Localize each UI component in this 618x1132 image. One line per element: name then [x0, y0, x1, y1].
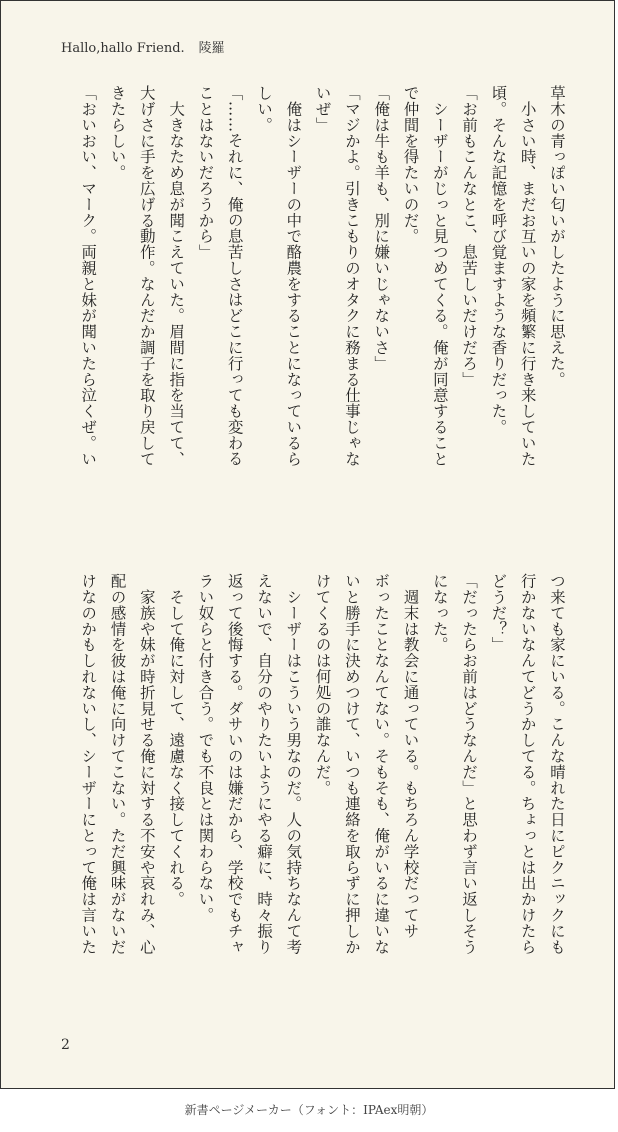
text-block-bottom [61, 573, 571, 1013]
header-title: Hallo,hallo Friend. [61, 41, 185, 56]
text-line: ラい奴らと付き合う。でも不良とは関わらない。 [196, 573, 215, 923]
page-number: 2 [61, 1037, 70, 1053]
text-line: ことはないだろうから」 [196, 85, 215, 260]
text-line: けてくるのは何処の誰なんだ。 [313, 573, 332, 796]
running-header [61, 37, 225, 56]
text-line: えないで、自分のやりたいようにやる癖に、時々振り [255, 573, 274, 955]
text-line: 俺はシーザーの中で酪農をすることになっているら [284, 85, 303, 467]
text-line: 配の感情を彼は俺に向けてこない。ただ興味がないだ [108, 573, 127, 955]
text-line: 「マジかよ。引きこもりのオタクに務まる仕事じゃな [342, 85, 361, 467]
text-line: いぜ」 [313, 85, 332, 133]
text-line: 「お前もこんなとこ、息苦しいだけだろ」 [460, 85, 479, 388]
footer-caption: 新書ページメーカー（フォント：IPAex明朝） [184, 1103, 434, 1117]
text-line: ボったことなんてない。そもそも、俺がいるに違いな [372, 573, 391, 955]
text-line: 「おいおい、マーク。両親と妹が聞いたら泣くぜ。い [79, 85, 98, 467]
text-line: になった。 [430, 573, 449, 653]
text-line: 大げさに手を広げる動作。なんだか調子を取り戻して [137, 85, 156, 467]
text-block-top [61, 85, 571, 525]
text-line: 行かないなんてどうかしてる。ちょっとは出かけたら [518, 573, 537, 955]
text-line: 「だったらお前はどうなんだ」と思わず言い返しそう [460, 573, 479, 955]
text-line: で仲間を得たいのだ。 [401, 85, 420, 244]
text-line: 頃。そんな記憶を呼び覚ますような香りだった。 [489, 85, 508, 435]
text-line: 小さい時、まだお互いの家を頻繁に行き来していた [518, 85, 537, 467]
text-line: けなのかもしれないし、シーザーにとって俺は言いた [79, 573, 98, 955]
text-line: そして俺に対して、遠慮なく接してくれる。 [167, 573, 186, 907]
text-line: 返って後悔する。ダサいのは嫌だから、学校でもチャ [225, 573, 244, 955]
text-line: シーザーがじっと見つめてくる。俺が同意すること [430, 85, 449, 467]
text-line: 「……それに、俺の息苦しさはどこに行っても変わる [225, 85, 244, 467]
text-line: どうだ？」 [489, 573, 508, 653]
text-line: きたらしい。 [108, 85, 127, 181]
text-line: しい。 [255, 85, 274, 133]
text-line: 草木の青っぽい匂いがしたように思えた。 [548, 85, 566, 388]
text-line: 「俺は牛も羊も、別に嫌いじゃないさ」 [372, 85, 391, 372]
text-line: 家族や妹が時折見せる俺に対する不安や哀れみ、心 [137, 573, 156, 955]
text-line: いと勝手に決めつけて、いつも連絡を取らずに押しか [342, 573, 361, 955]
text-line: 週末は教会に通っている。もちろん学校だってサ [401, 573, 420, 939]
text-line: シーザーはこういう男なのだ。人の気持ちなんて考 [284, 573, 303, 955]
header-author: 陵羅 [198, 41, 225, 56]
text-line: 大きなため息が聞こえていた。眉間に指を当てて、 [167, 85, 186, 467]
text-line: つ来ても家にいる。こんな晴れた日にピクニックにも [548, 573, 566, 955]
